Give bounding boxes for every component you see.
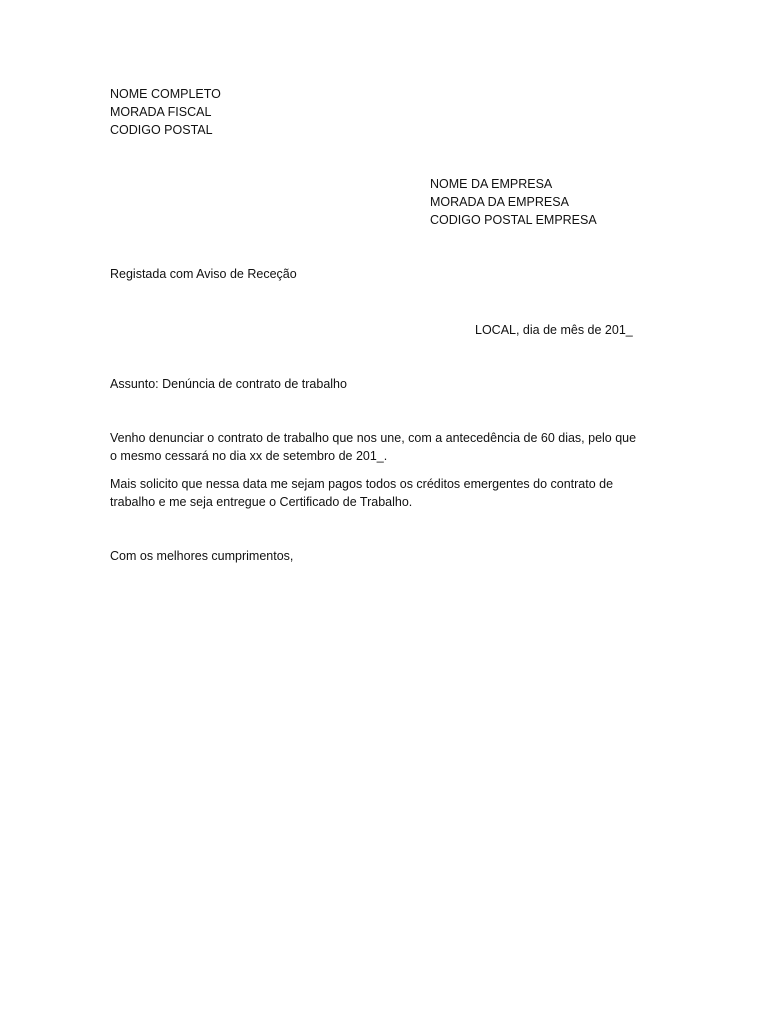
closing-salutation: Com os melhores cumprimentos, [110, 549, 294, 563]
paragraph-1-line-1: Venho denunciar o contrato de trabalho que nos une, com a antecedência de 60 dias, pelo que [110, 431, 637, 445]
body-paragraph-1 [110, 429, 636, 465]
body-paragraph-2 [110, 475, 613, 511]
date-line: LOCAL, dia de mês de 201_ [475, 323, 633, 337]
paragraph-1-line-2: o mesmo cessará no dia xx de setembro de 201_. [110, 449, 388, 463]
delivery-note: Registada com Aviso de Receção [110, 267, 297, 281]
subject-line: Assunto: Denúncia de contrato de trabalho [110, 377, 347, 391]
recipient-address: MORADA DA EMPRESA [430, 195, 569, 209]
recipient-company: NOME DA EMPRESA [430, 177, 553, 191]
sender-postal-code: CODIGO POSTAL [110, 123, 213, 137]
recipient-block [430, 175, 597, 229]
sender-address: MORADA FISCAL [110, 105, 212, 119]
sender-name: NOME COMPLETO [110, 87, 221, 101]
paragraph-2-line-1: Mais solicito que nessa data me sejam pagos todos os créditos emergentes do contrato de [110, 477, 614, 491]
recipient-postal-code: CODIGO POSTAL EMPRESA [430, 213, 597, 227]
sender-block [110, 85, 221, 139]
paragraph-2-line-2: trabalho e me seja entregue o Certificado de Trabalho. [110, 495, 413, 509]
